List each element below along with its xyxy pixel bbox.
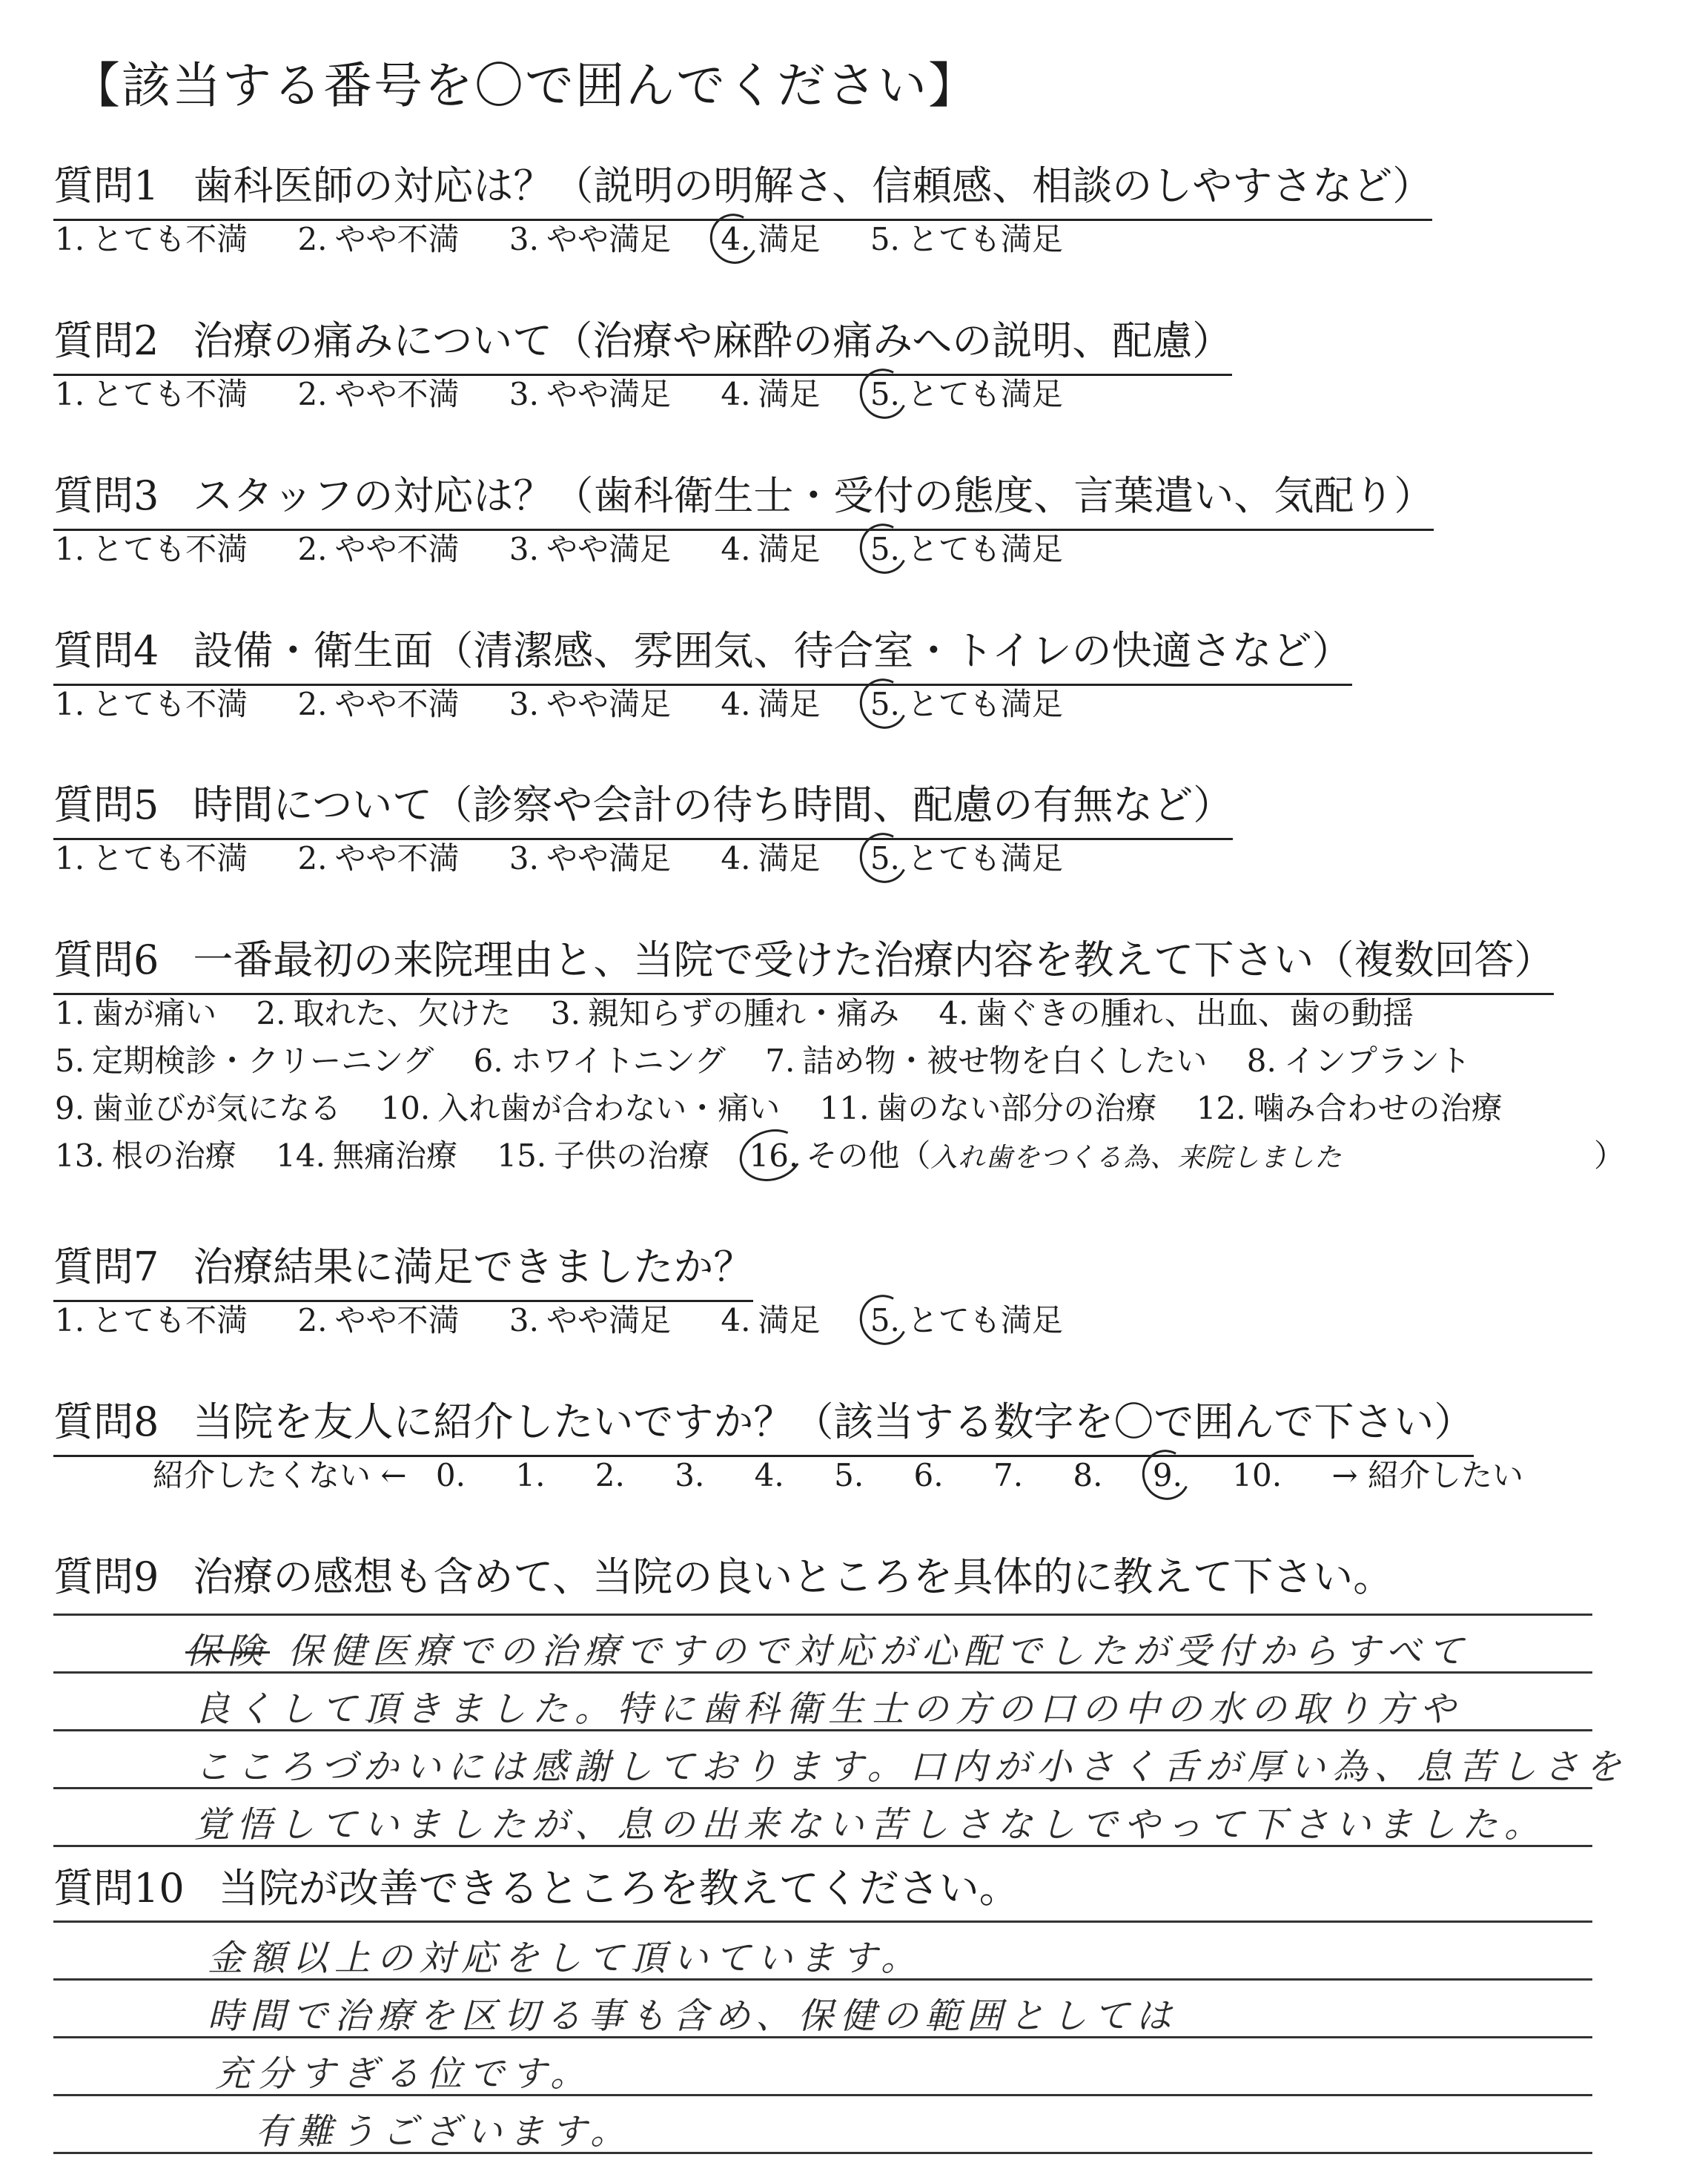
reason-row-4 xyxy=(55,1132,1371,1176)
option-5-circled[interactable]: 5. とても満足 xyxy=(870,1302,1063,1338)
option-5-circled[interactable]: 5. とても満足 xyxy=(870,376,1063,412)
option-5-circled[interactable]: 5. とても満足 xyxy=(870,840,1063,876)
answer-options xyxy=(55,1296,1103,1341)
option-3[interactable]: 3. やや満足 xyxy=(509,840,671,876)
scale-4[interactable]: 4. xyxy=(754,1457,784,1493)
reason-2[interactable]: 2. 取れた、欠けた xyxy=(256,995,512,1031)
answer-options xyxy=(55,680,1103,724)
reason-9[interactable]: 9. 歯並びが気になる xyxy=(55,1090,342,1126)
reason-5[interactable]: 5. 定期検診・クリーニング xyxy=(55,1043,434,1079)
question-title: 質問3 スタッフの対応は？（歯科衛生士・受付の態度、言葉遣い、気配り） xyxy=(53,464,1434,531)
reason-7[interactable]: 7. 詰め物・被せ物を白くしたい xyxy=(765,1043,1208,1079)
answer-line xyxy=(53,1614,1592,1616)
question-title: 質問2 治療の痛みについて（治療や麻酔の痛みへの説明、配慮） xyxy=(53,309,1232,376)
option-1[interactable]: 1. とても不満 xyxy=(55,840,248,876)
reason-row-1 xyxy=(55,989,1443,1034)
reason-16-circled[interactable]: 16. その他（入れ歯をつくる為、来院しました xyxy=(749,1137,1343,1174)
answer-line xyxy=(53,1920,1592,1923)
option-3[interactable]: 3. やや満足 xyxy=(509,686,671,722)
question-title: 質問6 一番最初の来院理由と、当院で受けた治療内容を教えて下さい（複数回答） xyxy=(53,928,1554,995)
scale-7[interactable]: 7. xyxy=(993,1457,1024,1493)
other-paren-close: ） xyxy=(1594,1137,1626,1174)
question-title: 質問4 設備・衛生面（清潔感、雰囲気、待合室・トイレの快適さなど） xyxy=(53,619,1352,686)
option-4[interactable]: 4. 満足 xyxy=(721,376,821,412)
answer-line-1: 金額以上の対応をして頂いています。 xyxy=(208,1938,924,1979)
option-1[interactable]: 1. とても不満 xyxy=(55,1302,248,1338)
question-title: 質問8 当院を友人に紹介したいですか？（該当する数字を〇で囲んで下さい） xyxy=(53,1390,1474,1457)
question-title: 質問1 歯科医師の対応は？（説明の明解さ、信頼感、相談のしやすさなど） xyxy=(53,154,1432,221)
option-2[interactable]: 2. やや不満 xyxy=(297,531,460,567)
answer-line-2: 時間で治療を区切る事も含め、保健の範囲としては xyxy=(208,1995,1179,2037)
scale-8[interactable]: 8. xyxy=(1073,1457,1103,1493)
scale-6[interactable]: 6. xyxy=(913,1457,944,1493)
scale-right-label: → 紹介したい xyxy=(1331,1457,1523,1493)
reason-row-2 xyxy=(55,1037,1500,1081)
reason-15[interactable]: 15. 子供の治療 xyxy=(497,1137,710,1174)
answer-options xyxy=(55,525,1103,569)
option-3[interactable]: 3. やや満足 xyxy=(509,376,671,412)
reason-12[interactable]: 12. 噛み合わせの治療 xyxy=(1196,1090,1503,1126)
scale-9-circled[interactable]: 9. xyxy=(1152,1457,1182,1493)
scale-5[interactable]: 5. xyxy=(834,1457,864,1493)
answer-line-2: 良くして頂きました。特に歯科衛生士の方の口の中の水の取り方や xyxy=(194,1688,1463,1730)
option-2[interactable]: 2. やや不満 xyxy=(297,840,460,876)
answer-options xyxy=(55,834,1103,879)
option-2[interactable]: 2. やや不満 xyxy=(297,686,460,722)
reason-11[interactable]: 11. 歯のない部分の治療 xyxy=(819,1090,1157,1126)
reason-6[interactable]: 6. ホワイトニング xyxy=(473,1043,726,1079)
option-1[interactable]: 1. とても不満 xyxy=(55,376,248,412)
answer-options xyxy=(55,215,1103,260)
option-1[interactable]: 1. とても不満 xyxy=(55,221,248,257)
answer-options xyxy=(55,370,1103,415)
scale-0[interactable]: 0. xyxy=(435,1457,466,1493)
option-2[interactable]: 2. やや不満 xyxy=(297,376,460,412)
option-1[interactable]: 1. とても不満 xyxy=(55,686,248,722)
option-2[interactable]: 2. やや不満 xyxy=(297,221,460,257)
reason-3[interactable]: 3. 親知らずの腫れ・痛み xyxy=(550,995,899,1031)
option-4[interactable]: 4. 満足 xyxy=(721,531,821,567)
option-3[interactable]: 3. やや満足 xyxy=(509,531,671,567)
other-note-handwritten: 入れ歯をつくる為、来院しました xyxy=(930,1143,1343,1173)
reason-14[interactable]: 14. 無痛治療 xyxy=(276,1137,457,1174)
question-title: 質問5 時間について（診察や会計の待ち時間、配慮の有無など） xyxy=(53,773,1233,840)
scale-10[interactable]: 10. xyxy=(1232,1457,1282,1493)
question-title: 質問7 治療結果に満足できましたか？ xyxy=(53,1235,753,1302)
answer-line-1: 保険 保健医療での治療ですので対応が心配でしたが受付からすべて xyxy=(185,1631,1471,1672)
form-header: 【該当する番号を〇で囲んでください】 xyxy=(71,57,979,114)
question-title: 質問9 治療の感想も含めて、当院の良いところを具体的に教えて下さい。 xyxy=(53,1553,1394,1600)
scale-2[interactable]: 2. xyxy=(595,1457,625,1493)
reason-row-3 xyxy=(55,1084,1532,1129)
answer-line-4: 有難うございます。 xyxy=(255,2111,633,2153)
question-title: 質問10 当院が改善できるところを教えてください。 xyxy=(53,1865,1019,1912)
scale-left-label: 紹介したくない ← xyxy=(153,1457,407,1493)
option-2[interactable]: 2. やや不満 xyxy=(297,1302,460,1338)
reason-4[interactable]: 4. 歯ぐきの腫れ、出血、歯の動揺 xyxy=(939,995,1414,1031)
option-1[interactable]: 1. とても不満 xyxy=(55,531,248,567)
reason-1[interactable]: 1. 歯が痛い xyxy=(55,995,217,1031)
reason-10[interactable]: 10. 入れ歯が合わない・痛い xyxy=(380,1090,781,1126)
option-4-circled[interactable]: 4. 満足 xyxy=(721,221,821,257)
option-5-circled[interactable]: 5. とても満足 xyxy=(870,686,1063,722)
option-4[interactable]: 4. 満足 xyxy=(721,686,821,722)
reason-13[interactable]: 13. 根の治療 xyxy=(55,1137,236,1174)
scale-1[interactable]: 1. xyxy=(515,1457,546,1493)
recommend-scale xyxy=(153,1451,1523,1496)
option-5[interactable]: 5. とても満足 xyxy=(870,221,1063,257)
option-3[interactable]: 3. やや満足 xyxy=(509,221,671,257)
option-4[interactable]: 4. 満足 xyxy=(721,840,821,876)
answer-line-3: 充分すぎる位です。 xyxy=(215,2053,593,2095)
option-5-circled[interactable]: 5. とても満足 xyxy=(870,531,1063,567)
option-3[interactable]: 3. やや満足 xyxy=(509,1302,671,1338)
reason-8[interactable]: 8. インプラント xyxy=(1246,1043,1471,1079)
option-4[interactable]: 4. 満足 xyxy=(721,1302,821,1338)
scale-3[interactable]: 3. xyxy=(675,1457,705,1493)
answer-line-3: こころづかいには感謝しております。口内が小さく舌が厚い為、息苦しさを xyxy=(194,1746,1628,1788)
struck-word: 保険 xyxy=(185,1631,271,1672)
answer-line-4: 覚悟していましたが、息の出来ない苦しさなしでやって下さいました。 xyxy=(194,1804,1547,1846)
